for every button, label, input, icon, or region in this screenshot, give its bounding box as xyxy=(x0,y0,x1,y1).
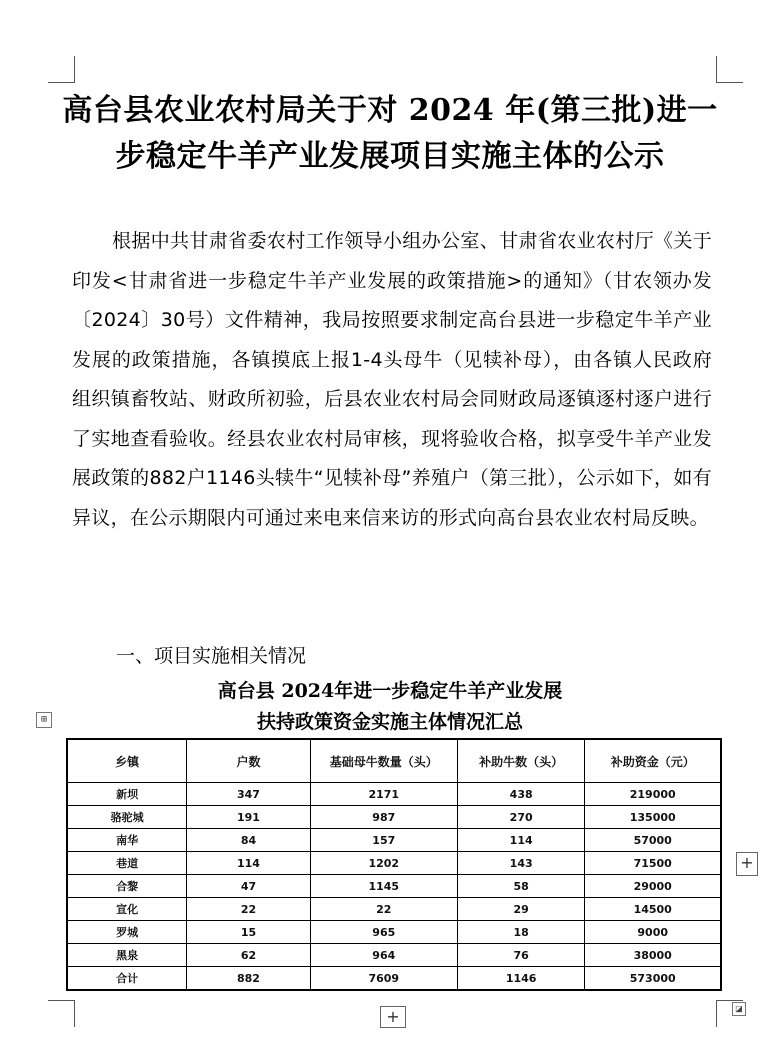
table-move-handle-icon[interactable]: ⊞ xyxy=(36,712,52,728)
crop-mark-bottom-left xyxy=(48,1000,75,1027)
table-cell: 14500 xyxy=(585,898,721,921)
table-cell: 76 xyxy=(457,944,585,967)
document-title-line-1: 高台县农业农村局关于对 2024 年(第三批)进一 xyxy=(62,93,718,128)
table-title-line-1: 高台县 2024年进一步稳定牛羊产业发展 xyxy=(217,680,563,702)
column-header-households: 户数 xyxy=(187,739,310,783)
table-cell: 964 xyxy=(310,944,457,967)
table-cell: 438 xyxy=(457,783,585,806)
table-cell: 47 xyxy=(187,875,310,898)
table-cell: 965 xyxy=(310,921,457,944)
table-cell: 573000 xyxy=(585,967,721,991)
table-cell: 18 xyxy=(457,921,585,944)
table-row xyxy=(67,921,721,944)
column-header-subsidy-amount: 补助资金（元） xyxy=(585,739,721,783)
table-title-line-2: 扶持政策资金实施主体情况汇总 xyxy=(256,711,523,733)
table-cell: 7609 xyxy=(310,967,457,991)
table-cell: 57000 xyxy=(585,829,721,852)
table-cell: 新坝 xyxy=(67,783,187,806)
table-cell: 143 xyxy=(457,852,585,875)
table-header-row xyxy=(67,739,721,783)
table-cell: 135000 xyxy=(585,806,721,829)
table-row xyxy=(67,875,721,898)
table-cell: 270 xyxy=(457,806,585,829)
column-header-base-cows: 基础母牛数量（头） xyxy=(310,739,457,783)
body-paragraph: 根据中共甘肃省委农村工作领导小组办公室、甘肃省农业农村厅《关于印发<甘肃省进一步稳定牛羊产业发展的政策措施>的通知》（甘农领办发〔2024〕30号）文件精神，我局按照要求制定高台县进一步稳定牛羊产业发展的政策措施，各镇摸底上报1-4头母牛（见犊补母），由各镇人民政府组织镇畜牧站、财政所初验，后县农业农村局会同财政局逐镇逐村逐户进行了实地查看验收。经县农业农村局审核，现将验收合格，拟享受牛羊产业发展政策的882户1146头犊牛“见犊补母”养殖户（第三批），公示如下，如有异议，在公示期限内可通过来电来信来访的形式向高台县农业农村局反映。 xyxy=(72,230,712,529)
summary-table xyxy=(66,738,722,991)
document-title-line-2: 步稳定牛羊产业发展项目实施主体的公示 xyxy=(115,139,665,174)
table-title xyxy=(120,676,660,738)
table-cell: 84 xyxy=(187,829,310,852)
table-cell: 987 xyxy=(310,806,457,829)
crop-mark-top-left xyxy=(48,56,75,83)
table-cell: 22 xyxy=(187,898,310,921)
column-header-town: 乡镇 xyxy=(67,739,187,783)
table-cell: 29000 xyxy=(585,875,721,898)
table-cell: 骆驼城 xyxy=(67,806,187,829)
table-cell: 2171 xyxy=(310,783,457,806)
plus-icon: + xyxy=(740,853,754,872)
table-cell: 罗城 xyxy=(67,921,187,944)
table-cell: 1202 xyxy=(310,852,457,875)
table-row xyxy=(67,806,721,829)
table-row xyxy=(67,852,721,875)
table-cell: 71500 xyxy=(585,852,721,875)
table-cell: 58 xyxy=(457,875,585,898)
table-row xyxy=(67,898,721,921)
table-cell: 347 xyxy=(187,783,310,806)
table-row xyxy=(67,829,721,852)
column-header-subsidized-cattle: 补助牛数（头） xyxy=(457,739,585,783)
table-cell: 9000 xyxy=(585,921,721,944)
table-cell: 合计 xyxy=(67,967,187,991)
table-cell: 巷道 xyxy=(67,852,187,875)
table-row xyxy=(67,944,721,967)
table-cell: 882 xyxy=(187,967,310,991)
table-cell: 219000 xyxy=(585,783,721,806)
table-cell: 22 xyxy=(310,898,457,921)
table-resize-handle-icon[interactable]: ◪ xyxy=(732,1002,746,1016)
table-cell: 15 xyxy=(187,921,310,944)
table-cell: 1146 xyxy=(457,967,585,991)
add-row-button[interactable] xyxy=(380,1006,406,1028)
table-cell: 191 xyxy=(187,806,310,829)
document-title xyxy=(30,88,750,180)
table-cell: 114 xyxy=(187,852,310,875)
table-cell: 宣化 xyxy=(67,898,187,921)
crop-mark-top-right xyxy=(716,56,743,83)
table-row xyxy=(67,783,721,806)
plus-icon: + xyxy=(386,1007,400,1026)
table-cell: 南华 xyxy=(67,829,187,852)
table-cell: 29 xyxy=(457,898,585,921)
table-cell: 114 xyxy=(457,829,585,852)
table-cell: 62 xyxy=(187,944,310,967)
table-cell: 157 xyxy=(310,829,457,852)
section-heading: 一、项目实施相关情况 xyxy=(116,645,307,667)
table-cell: 1145 xyxy=(310,875,457,898)
add-column-button[interactable] xyxy=(736,852,758,876)
table-cell: 合黎 xyxy=(67,875,187,898)
table-total-row xyxy=(67,967,721,991)
table-cell: 黑泉 xyxy=(67,944,187,967)
table-cell: 38000 xyxy=(585,944,721,967)
